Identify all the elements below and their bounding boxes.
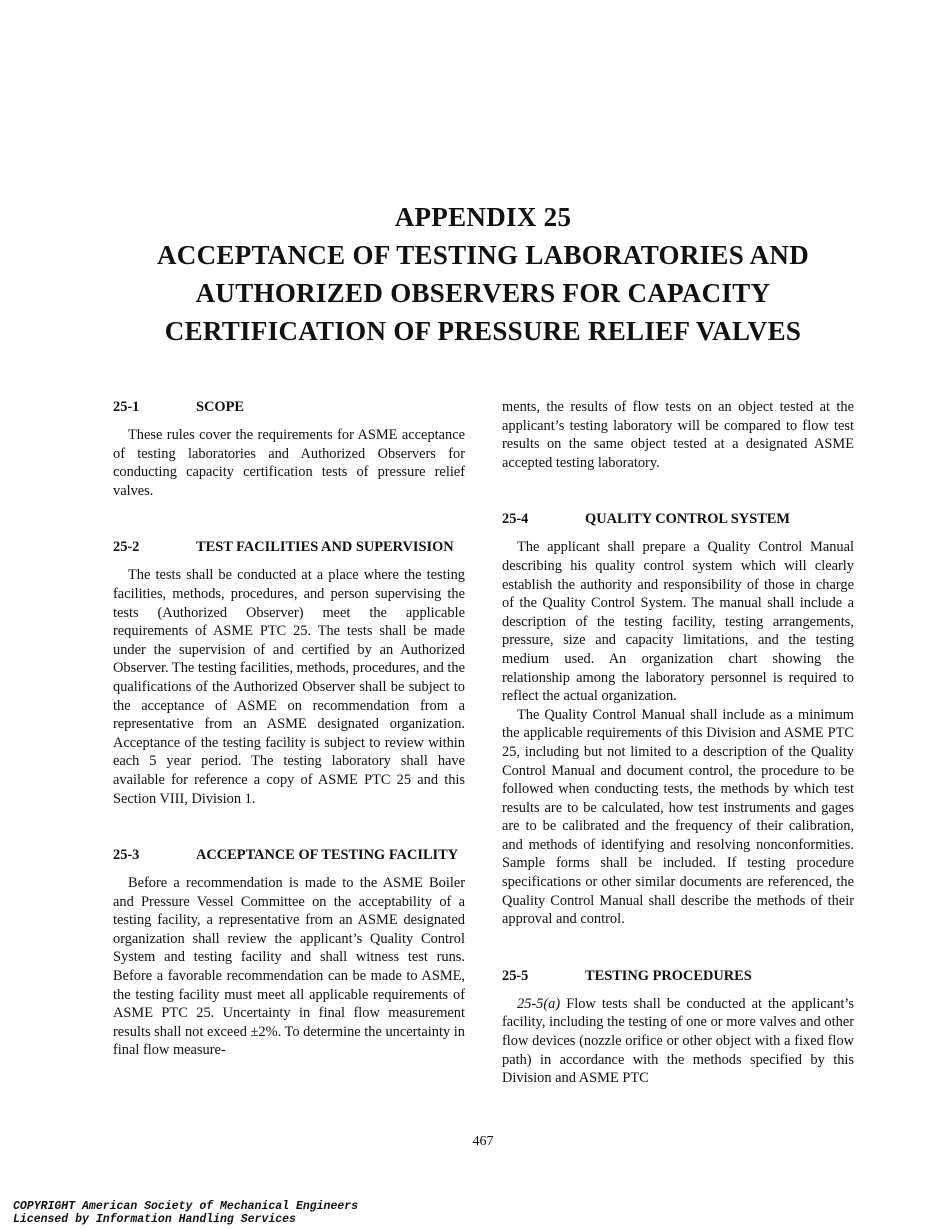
section-heading-25-5 bbox=[502, 967, 854, 986]
section-25-3-paragraph: Before a recommendation is made to the ASME Boiler and Pressure Vessel Committee on the acceptability of a testing facility, a representative from an ASME designated organization shall review the applicant’s Quality Control System and testing facility and shall witness test runs. Before a favorable recommendation can be made to ASME, the testing facility must meet all applicable requirements of ASME PTC 25. Uncertainty in final flow measurement results shall not exceed ±2%. To determine the uncertainty in final flow measure- bbox=[113, 875, 465, 1059]
page-number: 467 bbox=[472, 1134, 494, 1149]
subsection-label: 25-5(a) bbox=[517, 995, 561, 1012]
section-25-1-paragraph: These rules cover the requirements for ASME acceptance of testing laboratories and Authorized Observers for conducting capacity certification tests of pressure relief valves. bbox=[113, 427, 465, 499]
left-column bbox=[113, 398, 465, 1060]
section-25-5a-paragraph bbox=[502, 995, 854, 1088]
section-heading-25-1 bbox=[113, 398, 465, 417]
section-number: 25-3 bbox=[113, 847, 140, 864]
section-number: 25-4 bbox=[502, 511, 529, 528]
section-number: 25-1 bbox=[113, 399, 140, 415]
footer-line-2: Licensed by Information Handling Services bbox=[13, 1213, 296, 1226]
title-line-4: CERTIFICATION OF PRESSURE RELIEF VALVES bbox=[164, 316, 802, 346]
section-heading-25-3 bbox=[113, 846, 465, 865]
section-title: TEST FACILITIES AND SUPERVISION bbox=[196, 539, 454, 556]
section-number: 25-5 bbox=[502, 967, 529, 984]
title-line-2: ACCEPTANCE OF TESTING LABORATORIES AND bbox=[156, 240, 810, 270]
section-title: SCOPE bbox=[196, 399, 244, 415]
section-25-4-paragraph-2: The Quality Control Manual shall include as a minimum the applicable requirements of this Division and ASME PTC 25, including but not limited to a description of the Quality Control Manual and document control, the procedure to be followed when conducting tests, the methods by which test results are to be calculated, how test instruments and gages are to be calibrated and the frequency of their calibration, and methods of identifying and resolving nonconformities. Sample forms shall be included. If testing procedure specifications or other similar documents are referenced, the Quality Control Manual shall describe the methods of their approval and control. bbox=[502, 706, 854, 928]
footer-line-1: COPYRIGHT American Society of Mechanical Engineers bbox=[13, 1200, 359, 1213]
page-title bbox=[0, 198, 950, 350]
right-column bbox=[502, 398, 854, 1088]
subsection-text: Flow tests shall be conducted at the applicant’s facility, including the testing of one or more valves and other flow devices (nozzle orifice or other object with a fixed flow path) in accordance with the methods specified by this Division and ASME PTC bbox=[502, 995, 854, 1087]
section-number: 25-2 bbox=[113, 539, 140, 556]
section-25-2-paragraph: The tests shall be conducted at a place where the testing facilities, methods, procedures, and person supervising the tests (Authorized Observer) meet the applicable requirements of ASME PTC 25. The tests shall be made under the supervision of and certified by an Authorized Observer. The testing facilities, methods, procedures, and the qualifications of the Authorized Observer shall be subject to the acceptance of ASME on recommendation from a representative from an ASME designated organization. Acceptance of the testing facility is subject to review within each 5 year period. The testing laboratory shall have available for reference a copy of ASME PTC 25 and this Section VIII, Division 1. bbox=[113, 567, 465, 807]
copyright-footer bbox=[13, 1200, 358, 1226]
section-title: QUALITY CONTROL SYSTEM bbox=[585, 511, 790, 528]
section-25-4-paragraph-1: The applicant shall prepare a Quality Control Manual describing his quality control system which will clearly establish the authority and responsibility of those in charge of the Quality Control System. The manual shall include a description of the testing facility, testing arrangements, pressure, size and capacity limitations, and the testing medium used. An organization chart showing the relationship among the laboratory personnel is required to reflect the actual organization. bbox=[502, 539, 854, 705]
section-heading-25-4 bbox=[502, 510, 854, 529]
title-line-3: AUTHORIZED OBSERVERS FOR CAPACITY bbox=[195, 278, 771, 308]
section-heading-25-2 bbox=[113, 538, 465, 557]
section-title: TESTING PROCEDURES bbox=[585, 967, 752, 984]
section-25-3-paragraph-continued: ments, the results of flow tests on an object tested at the applicant’s testing laboratory will be compared to flow test results on the same object tested at a designated ASME accepted testing laboratory. bbox=[502, 399, 854, 471]
section-title: ACCEPTANCE OF TESTING FACILITY bbox=[196, 847, 459, 864]
title-line-1: APPENDIX 25 bbox=[394, 202, 572, 232]
